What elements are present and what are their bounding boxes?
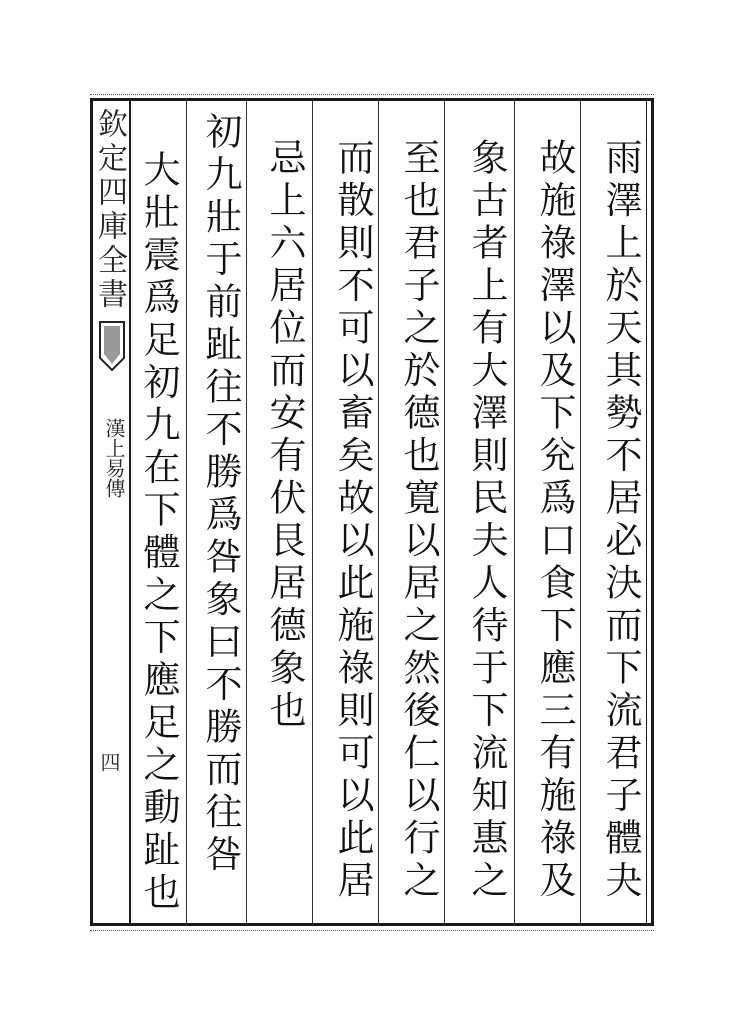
text-column-6: 忌上六居位而安有伏艮居德象也 <box>263 138 306 733</box>
banxin-book-title: 漢上易傳 <box>102 418 126 498</box>
text-column-3: 象古者上有大澤則民夫人待于下流知惠之 <box>465 138 508 903</box>
column-divider <box>514 101 515 923</box>
top-border-rule <box>90 94 654 95</box>
text-column-7: 初九壯于前趾往不勝爲咎象曰不勝而往咎 <box>199 112 242 877</box>
column-divider <box>186 101 187 923</box>
text-column-4: 至也君子之於德也寛以居之然後仁以行之 <box>397 138 440 903</box>
text-column-8: 大壯震爲足初九在下體之下應足之動趾也 <box>137 150 180 915</box>
column-divider <box>312 101 313 923</box>
text-column-2: 故施祿澤以及下兊爲口食下應三有施祿及 <box>533 138 576 903</box>
fish-tail-icon <box>98 318 126 374</box>
text-column-5: 而散則不可以畜矣故以此施祿則可以此居 <box>331 138 374 903</box>
bottom-border-rule <box>90 930 654 931</box>
text-column-1: 雨澤上於天其勢不居必決而下流君子體夬 <box>599 138 642 903</box>
banxin-title: 欽定四庫全書 <box>92 108 127 312</box>
banxin-page-number: 四 <box>97 752 121 772</box>
